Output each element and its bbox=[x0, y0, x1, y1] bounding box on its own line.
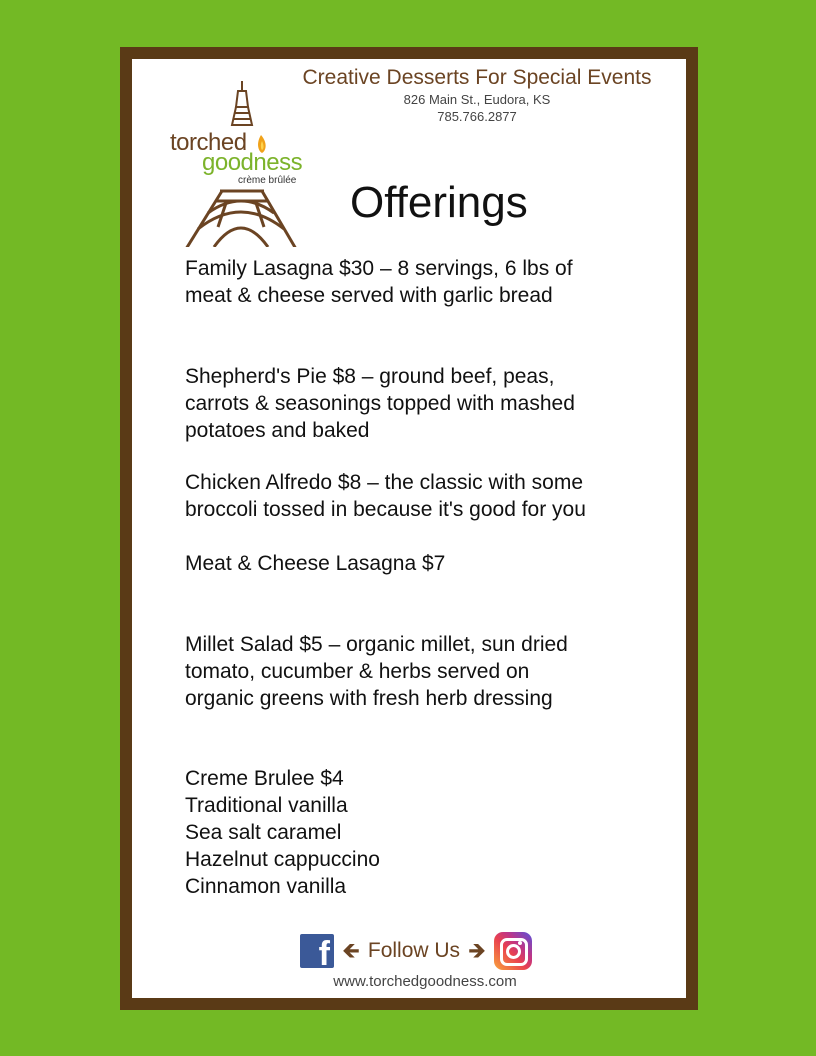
menu-item-chicken-alfredo bbox=[185, 469, 675, 523]
right-arrow-icon: 🡺 bbox=[468, 938, 486, 963]
header-info bbox=[262, 65, 692, 125]
logo-wordmark-torched: torched bbox=[170, 129, 247, 156]
menu-line: Shepherd's Pie $8 – ground beef, peas, bbox=[185, 365, 555, 388]
left-arrow-icon: 🡸 bbox=[342, 938, 360, 963]
instagram-icon[interactable] bbox=[494, 932, 532, 970]
menu-line: Hazelnut cappuccino bbox=[185, 848, 380, 871]
tagline: Creative Desserts For Special Events bbox=[302, 66, 652, 89]
menu-line: tomato, cucumber & herbs served on bbox=[185, 660, 530, 683]
social-row bbox=[300, 931, 532, 971]
address: 826 Main St., Eudora, KS bbox=[403, 92, 551, 107]
menu-line: Family Lasagna $30 – 8 servings, 6 lbs of bbox=[185, 257, 573, 280]
logo-subtitle: crème brûlée bbox=[238, 175, 297, 186]
menu-item-family-lasagna bbox=[185, 255, 675, 309]
flyer-frame bbox=[120, 47, 698, 1010]
menu-line: Cinnamon vanilla bbox=[185, 875, 347, 898]
menu-line: Chicken Alfredo $8 – the classic with some bbox=[185, 471, 584, 494]
menu-line: meat & cheese served with garlic bread bbox=[185, 284, 553, 307]
menu-line: carrots & seasonings topped with mashed bbox=[185, 392, 575, 415]
menu-item-millet-salad bbox=[185, 631, 675, 712]
menu-line: Creme Brulee $4 bbox=[185, 767, 344, 790]
menu-line: organic greens with fresh herb dressing bbox=[185, 687, 553, 710]
facebook-icon[interactable] bbox=[300, 934, 334, 968]
flyer-card bbox=[132, 59, 686, 998]
menu-item-shepherds-pie bbox=[185, 363, 675, 444]
menu-item-meat-cheese-lasagna bbox=[185, 550, 675, 577]
logo-wordmark-goodness: goodness bbox=[202, 149, 303, 176]
menu-line: Meat & Cheese Lasagna $7 bbox=[185, 552, 446, 575]
instagram-dot bbox=[518, 941, 522, 945]
instagram-lens bbox=[506, 944, 521, 959]
page-title: Offerings bbox=[350, 178, 528, 227]
menu-line: Millet Salad $5 – organic millet, sun dried bbox=[185, 633, 568, 656]
menu-line: Traditional vanilla bbox=[185, 794, 348, 817]
phone-number: 785.766.2877 bbox=[437, 109, 517, 124]
menu-item-creme-brulee bbox=[185, 765, 675, 900]
follow-us-label: Follow Us bbox=[367, 939, 461, 962]
website-link[interactable]: www.torchedgoodness.com bbox=[333, 973, 517, 990]
menu-line: potatoes and baked bbox=[185, 419, 370, 442]
menu-line: broccoli tossed in because it's good for you bbox=[185, 498, 586, 521]
facebook-glyph: f bbox=[318, 935, 330, 968]
menu-line: Sea salt caramel bbox=[185, 821, 342, 844]
